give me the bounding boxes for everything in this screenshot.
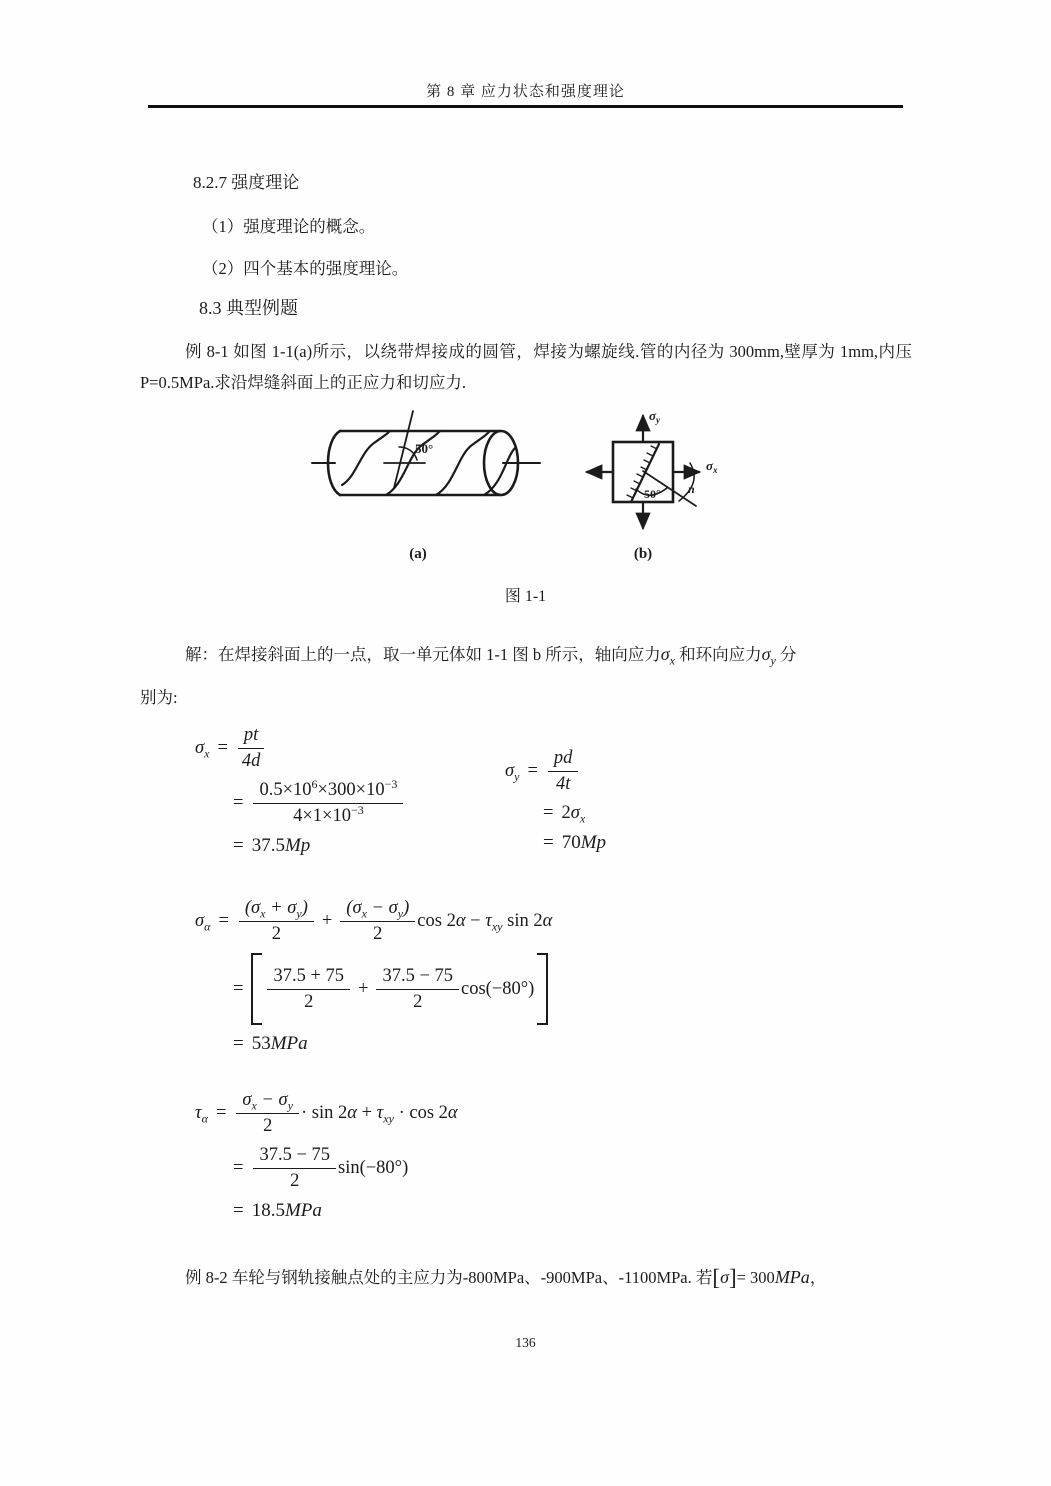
figure-a-label: (a) (409, 546, 427, 562)
fraction: $\frac{pd}{4t}$ (548, 748, 579, 795)
formula-sigma-x-result: = 37.5Mp (233, 835, 311, 856)
example-1-paragraph: 例 8-1 如图 1-1(a)所示，以绕带焊接成的圆管，焊接为螺旋线.管的内径为 300mm,壁厚为 1mm,内压 P=0.5MPa.求沿焊缝斜面上的正应力和切应力. (140, 342, 912, 392)
solution-text-3: 分 (775, 645, 797, 664)
list-item-2: （2）四个基本的强度理论。 (202, 259, 409, 278)
solution-line-2: 别为: (140, 688, 178, 707)
plus: + (321, 911, 333, 931)
example-2-punct: ， (809, 1268, 827, 1287)
solution-line-1 (140, 641, 920, 668)
equals: = (233, 835, 244, 856)
left-bracket (251, 953, 262, 1025)
right-bracket: ] (728, 1265, 737, 1290)
sigma-allowable: σ (720, 1267, 729, 1287)
example-2-text: 例 8-2 车轮与钢轨接触点处的主应力为-800MPa、-900MPa、-1100MPa. 若 (185, 1268, 713, 1287)
sigma-x-inline: $\sigma_x$ (660, 644, 675, 668)
fraction: $\frac{pt}{4d}$ (238, 725, 264, 772)
example-2-value: = 300 (736, 1268, 775, 1287)
formula-sigma-y-result: = 70Mp (543, 832, 607, 853)
formula-sigma-alpha (195, 898, 552, 1063)
equals: = (233, 1033, 244, 1054)
equals: = (217, 738, 228, 758)
formula-sigma-x-line1 (195, 725, 405, 772)
formula-sigma-alpha-line1 (195, 898, 552, 945)
formula-sigma-y (505, 748, 606, 862)
angle-label-a: 50° (415, 441, 434, 456)
figure-b-label: (b) (633, 546, 653, 562)
formula-tau-alpha-result: = 18.5MPa (233, 1200, 322, 1221)
right-bracket (537, 953, 548, 1025)
equals: = (215, 1103, 227, 1123)
plus: + (358, 978, 369, 999)
example-2-paragraph (140, 1264, 930, 1291)
fraction: $\frac{\sigma_x - \sigma_y}{2}$ (236, 1090, 299, 1137)
figure-1-1 (300, 403, 770, 571)
normal-label: n (688, 482, 695, 496)
equals: = (233, 793, 244, 813)
solution-text-2: 和环向应力 (674, 645, 762, 664)
equals: = (233, 1200, 244, 1221)
sigma-y-inline: $\sigma_y$ (761, 644, 776, 668)
formula-sigma-y-line2: = $2\sigma_x$ (543, 803, 586, 826)
heading-8-2-7: 8.2.7 强度理论 (193, 173, 300, 192)
sigma-x-symbol: $\sigma_x$ (195, 738, 210, 761)
fraction: $\frac{(\sigma_x + \sigma_y)}{2}$ (239, 898, 314, 945)
fraction: $\frac{37.5 - 75}{2}$ (376, 966, 459, 1013)
figure-caption: 图 1-1 (504, 588, 547, 605)
formula-sigma-y-line1 (505, 748, 606, 795)
list-item-1: （1）强度理论的概念。 (202, 217, 376, 236)
equals: = (218, 911, 229, 931)
fraction: $\frac{37.5 + 75}{2}$ (267, 966, 350, 1013)
formula-tau-alpha-line1 (195, 1090, 458, 1137)
heading-8-3: 8.3 典型例题 (199, 298, 298, 318)
formula-sigma-alpha-line2 (225, 953, 552, 1025)
header-rule (148, 105, 903, 108)
formula-sigma-x (195, 725, 405, 865)
example-2-unit: MPa (774, 1267, 810, 1287)
equals: = (233, 978, 244, 999)
tau-alpha-symbol: $\tau_\alpha$ (195, 1103, 208, 1126)
fraction: $\frac{37.5 - 75}{2}$ (253, 1145, 336, 1192)
trig-terms: $\cos 2\alpha - \tau_{xy}$ sin 2α (417, 911, 553, 934)
sigma-y-symbol: $\sigma_y$ (505, 761, 520, 784)
equals: = (233, 1158, 244, 1178)
sigma-x-label: $\sigma_x$ (706, 458, 718, 475)
sigma-y-label: $\sigma_y$ (649, 408, 661, 425)
equals: = (543, 803, 554, 823)
angle-label-b: 50° (644, 487, 661, 501)
stress-element-drawing (587, 416, 699, 528)
formula-tau-alpha (195, 1090, 458, 1230)
formula-sigma-alpha-result: = 53MPa (233, 1033, 308, 1054)
left-bracket: [ (712, 1265, 721, 1290)
equals: = (543, 832, 554, 853)
chapter-header: 第 8 章 应力状态和强度理论 (426, 84, 625, 100)
formula-sigma-x-line2 (225, 776, 405, 827)
sigma-alpha-symbol: $\sigma_\alpha$ (195, 911, 211, 934)
trig-terms: · $\sin 2\alpha + \tau_{xy} \cdot \cos 2\alpha$ (301, 1103, 458, 1126)
page-number: 136 (515, 1335, 536, 1350)
solution-text-1: 解：在焊接斜面上的一点，取一单元体如 1-1 图 b 所示，轴向应力 (185, 645, 661, 664)
fraction: $\frac{(\sigma_x - \sigma_y)}{2}$ (340, 898, 415, 945)
fraction: $\frac{0.5\times 10^6\times 300\times 10^{-3}}{4\times 1\times 10^{-3}}$ (253, 780, 403, 827)
cos-term: cos(−80°) (461, 978, 535, 999)
sin-term: sin(−80°) (338, 1158, 409, 1178)
formula-tau-alpha-line2 (225, 1145, 458, 1192)
solution-paragraph (140, 641, 920, 708)
equals: = (527, 761, 538, 781)
